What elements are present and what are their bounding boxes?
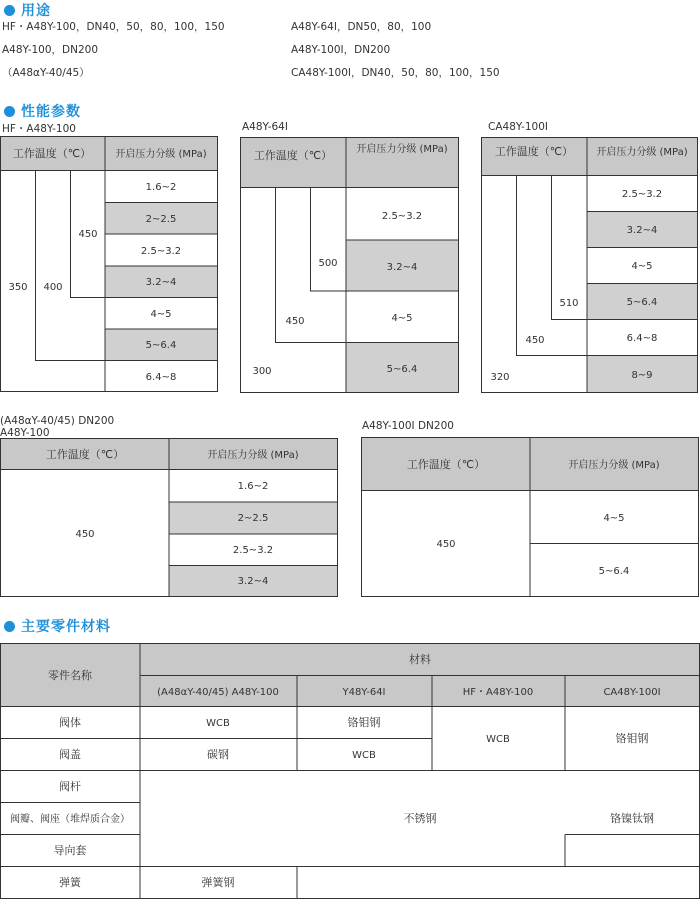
- table2-label: A48Y-64I: [242, 121, 288, 133]
- table4-label-2: A48Y-100: [0, 427, 50, 439]
- t3-pressure-6: 8~9: [631, 370, 653, 381]
- t1-temp-450: 450: [78, 229, 98, 240]
- t5-pressure-1: 4~5: [603, 513, 625, 524]
- materials-title: 主要零件材料: [21, 619, 111, 635]
- t2-pressure-3: 4~5: [391, 313, 413, 324]
- t3-header-temp: 工作温度（℃）: [494, 145, 574, 158]
- bonnet-col1: 碳钢: [207, 748, 229, 761]
- row-guide: 导向套: [53, 844, 87, 857]
- t3-pressure-1: 2.5~3.2: [621, 189, 663, 200]
- t4-pressure-3: 2.5~3.2: [232, 545, 274, 556]
- table3-label: CA48Y-100I: [488, 121, 548, 133]
- t2-temp-300: 300: [252, 366, 272, 377]
- model-col-1: (A48αY-40/45) A48Y-100: [157, 687, 279, 698]
- t1-pressure-1: 1.6~2: [145, 182, 177, 193]
- t5-header-temp: 工作温度（℃）: [406, 458, 486, 471]
- t1-pressure-6: 5~6.4: [145, 340, 177, 351]
- model-col-2: Y48Y-64I: [342, 687, 386, 698]
- t3-pressure-4: 5~6.4: [626, 297, 658, 308]
- table5-a48y-100i-dn200: [361, 437, 700, 599]
- materials-section-title: [0, 616, 111, 636]
- t5-header-pressure: 开启压力分级 (MPa): [568, 460, 660, 471]
- t1-pressure-5: 4~5: [150, 309, 172, 320]
- table5-label: A48Y-100I DN200: [362, 420, 454, 432]
- t3-temp-320: 320: [490, 372, 510, 383]
- t2-header-pressure: 开启压力分级 (MPa): [356, 144, 448, 155]
- t2-temp-500: 500: [318, 258, 338, 269]
- row-spring: 弹簧: [59, 876, 81, 889]
- t2-temp-450: 450: [285, 316, 305, 327]
- t4-header-temp: 工作温度（℃）: [45, 448, 125, 461]
- usage-title: 用途: [21, 3, 51, 19]
- usage-right-3: CA48Y-100I，DN40，50，80，100，150: [291, 67, 500, 79]
- table2-a48y-64i: [240, 137, 462, 395]
- table4-label-1: (A48αY-40/45) DN200: [0, 415, 115, 427]
- t1-pressure-3: 2.5~3.2: [140, 246, 182, 257]
- table4-a48y-100-dn200: [0, 438, 340, 598]
- usage-section-title: [0, 0, 51, 20]
- usage-right-1: A48Y-64I，DN50，80，100: [291, 21, 432, 33]
- t3-pressure-2: 3.2~4: [626, 225, 658, 236]
- t3-temp-450: 450: [525, 335, 545, 346]
- t2-pressure-2: 3.2~4: [386, 262, 418, 273]
- performance-title: 性能参数: [21, 104, 81, 120]
- table1-hf-a48y-100: [0, 136, 220, 394]
- usage-left-3: （A48αY-40/45）: [2, 67, 90, 79]
- t1-temp-350: 350: [8, 282, 28, 293]
- t3-header-pressure: 开启压力分级 (MPa): [596, 147, 688, 158]
- t2-header-temp: 工作温度（℃）: [253, 149, 333, 162]
- cr-ni-ti-steel: 铬镍钛钢: [610, 812, 654, 825]
- spring-steel: 弹簧钢: [201, 876, 235, 889]
- t5-pressure-2: 5~6.4: [598, 566, 630, 577]
- t4-pressure-1: 1.6~2: [237, 481, 269, 492]
- t1-pressure-7: 6.4~8: [145, 372, 177, 383]
- table1-label: HF・A48Y-100: [2, 123, 76, 135]
- t2-pressure-1: 2.5~3.2: [381, 211, 423, 222]
- t5-temp-450: 450: [436, 539, 456, 550]
- performance-section-title: [0, 101, 81, 121]
- bullet-icon: [4, 5, 15, 16]
- t1-header-pressure: 开启压力分级 (MPa): [115, 149, 207, 160]
- material-header: 材料: [409, 653, 431, 666]
- t1-header-temp: 工作温度（℃）: [12, 147, 92, 160]
- materials-table: [0, 643, 700, 903]
- t1-pressure-4: 3.2~4: [145, 277, 177, 288]
- t1-pressure-2: 2~2.5: [145, 214, 177, 225]
- bonnet-col2: WCB: [352, 750, 376, 761]
- row-disc-seat: 阀瓣、阀座（堆焊质合金）: [10, 814, 130, 825]
- body-bonnet-col4: 铬钼钢: [615, 732, 649, 745]
- row-bonnet: 阀盖: [59, 748, 81, 761]
- model-col-4: CA48Y-100I: [603, 687, 661, 698]
- t2-pressure-4: 5~6.4: [386, 364, 418, 375]
- body-col2: 铬钼钢: [347, 716, 381, 729]
- body-bonnet-col3: WCB: [486, 734, 510, 745]
- t3-temp-510: 510: [559, 298, 579, 309]
- t4-pressure-2: 2~2.5: [237, 513, 269, 524]
- t1-temp-400: 400: [43, 282, 63, 293]
- row-stem: 阀杆: [59, 780, 81, 793]
- table3-ca48y-100i: [481, 137, 700, 395]
- row-body: 阀体: [59, 716, 81, 729]
- bullet-icon: [4, 106, 15, 117]
- t3-pressure-5: 6.4~8: [626, 333, 658, 344]
- t4-pressure-4: 3.2~4: [237, 576, 269, 587]
- stainless-steel: 不锈钢: [403, 812, 437, 825]
- bullet-icon: [4, 621, 15, 632]
- usage-left-2: A48Y-100，DN200: [2, 44, 99, 56]
- part-name-header: 零件名称: [48, 669, 92, 682]
- t4-header-pressure: 开启压力分级 (MPa): [207, 450, 299, 461]
- usage-left-1: HF・A48Y-100，DN40，50，80，100，150: [2, 21, 225, 33]
- usage-right-2: A48Y-100I，DN200: [291, 44, 391, 56]
- t3-pressure-3: 4~5: [631, 261, 653, 272]
- body-col1: WCB: [206, 718, 230, 729]
- t4-temp-450: 450: [75, 529, 95, 540]
- model-col-3: HF・A48Y-100: [462, 687, 534, 698]
